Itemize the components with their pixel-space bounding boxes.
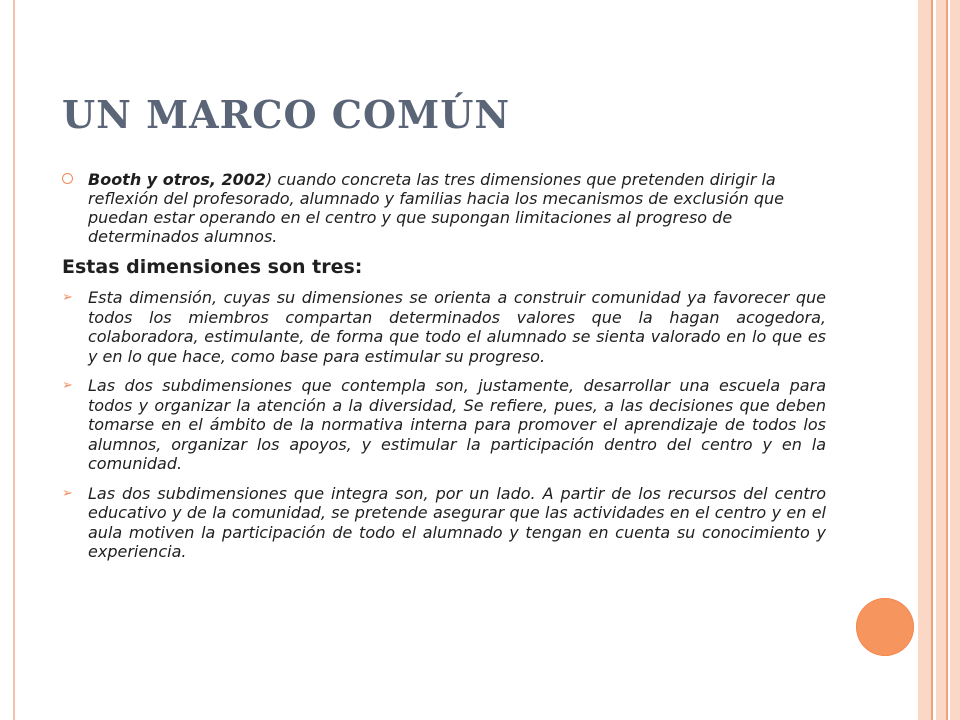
list-item [62,376,826,474]
list-item [62,288,826,366]
right-stripe-line [931,0,933,720]
right-stripe-pale [936,0,946,720]
list-item-text: Esta dimensión, cuyas su dimensiones se orienta a construir comunidad ya favorecer que todos los miembros compartan determinados valores que la hagan acogedora, colaboradora, estimulante, de forma que todo el alumnado se sienta valorado en lo que es y en lo que hace, como base para estimular su progreso. [88,288,826,366]
intro-paragraph [62,170,826,246]
slide-title: UN MARCO COMÚN [62,92,511,137]
slide-body [62,170,826,572]
list-item-text: Las dos subdimensiones que contempla son, justamente, desarrollar una escuela para todos y organizar la atención a la diversidad, Se refiere, pues, a las decisiones que deben tomarse en el ámbito de la normativa interna para promover el aprendizaje de todos los alumnos, organizar los apoyos, y estimular la participación dentro del centro y en la comunidad. [88,376,826,473]
right-stripe-line [946,0,948,720]
arrow-bullet-icon: ➢ [62,290,73,305]
arrow-bullet-icon: ➢ [62,378,73,393]
arrow-bullet-icon: ➢ [62,485,73,501]
intro-text: ) cuando concreta las tres dimensiones que pretenden dirigir la reflexión del profesorado, alumnado y familias hacia los mecanismos de exclusión que puedan estar operando en el centro y que supongan limitaciones al progreso de determinados alumnos. [88,170,784,246]
list-item-text: Las dos subdimensiones que integra son, por un lado. A partir de los recursos del centro educativo y de la comunidad, se pretende asegurar que las actividades en el centro y en el aula motiven la participación de todo el alumnado y tengan en cuenta su conocimiento y experiencia. [88,483,826,561]
right-stripe-pale [950,0,960,720]
right-stripe-pale [918,0,932,720]
subheading: Estas dimensiones son tres: [62,256,363,278]
citation: Booth y otros, 2002 [88,170,267,189]
left-border-line [13,0,15,720]
ring-bullet-icon [62,173,73,184]
decorative-circle [856,598,914,656]
list-item [62,484,826,562]
